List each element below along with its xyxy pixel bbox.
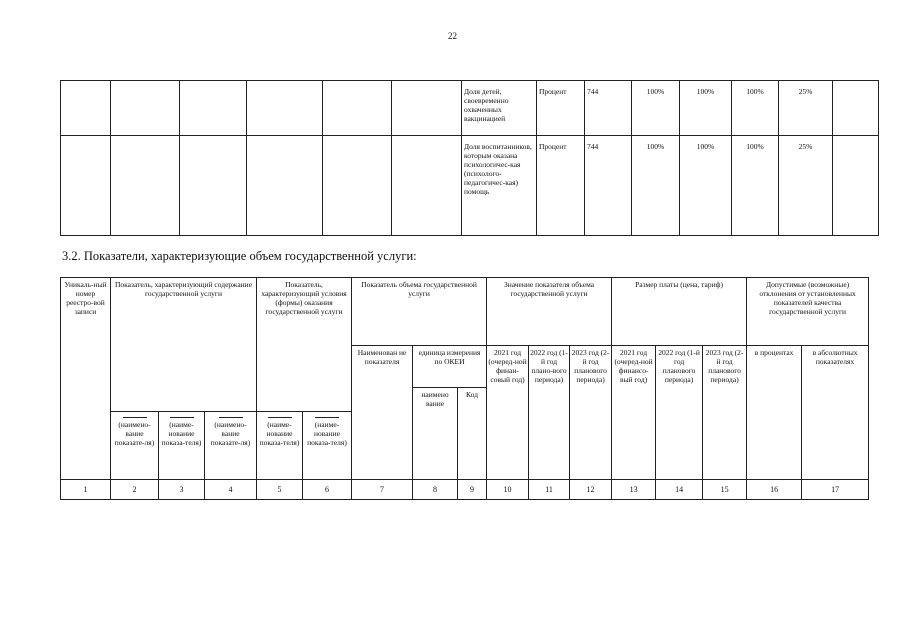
header-deviations: Допустимые (возможные) отклонения от установленных показателей качества государственной услуги: [747, 278, 869, 346]
value-cell: 100%: [732, 136, 779, 236]
value-cell: 100%: [680, 136, 732, 236]
column-number: 11: [529, 480, 570, 500]
column-number: 13: [612, 480, 656, 500]
section-heading: 3.2. Показатели, характеризующие объем государственной услуги:: [62, 249, 417, 263]
value-cell: 100%: [732, 81, 779, 136]
header-value-2022: 2022 год (1-й год плано-вого периода): [529, 346, 570, 480]
value-cell: 100%: [680, 81, 732, 136]
column-number: 9: [458, 480, 487, 500]
header-subname-4: (наимено-вание показате-ля): [205, 412, 257, 480]
header-dev-absolute: в абсолютных показателях: [802, 346, 869, 480]
column-number: 4: [205, 480, 257, 500]
header-content-indicator: Показатель, характеризующий содержание государственной услуги: [111, 278, 257, 412]
column-number: 5: [257, 480, 303, 500]
indicator-name-cell: Доля детей, своевременно охваченных вакцинацией: [462, 81, 537, 136]
header-volume-indicator: Показатель объема государственной услуги: [352, 278, 487, 346]
unit-cell: Процент: [537, 81, 585, 136]
table-row: [61, 81, 879, 136]
column-numbers-row: [61, 480, 869, 500]
deviation-cell: 25%: [779, 136, 833, 236]
column-number: 1: [61, 480, 111, 500]
value-cell: 100%: [632, 81, 680, 136]
code-cell: 744: [585, 81, 632, 136]
header-dev-percent: в процентах: [747, 346, 802, 480]
header-okei-code: Код: [458, 388, 487, 480]
header-okei-name: наимено вание: [413, 388, 458, 480]
column-number: 7: [352, 480, 413, 500]
column-number: 3: [159, 480, 205, 500]
column-number: 15: [703, 480, 747, 500]
deviation-cell: 25%: [779, 81, 833, 136]
header-subname-3: (наиме-нование показа-теля): [159, 412, 205, 480]
blank-line: [219, 417, 243, 418]
header-subname-2: (наимено-вание показате-ля): [111, 412, 159, 480]
header-fee: Размер платы (цена, тариф): [612, 278, 747, 346]
column-number: 16: [747, 480, 802, 500]
column-number: 10: [487, 480, 529, 500]
indicator-name-cell: Доля воспитанников, которым оказана психологичес-кая (психолого-педагогичес-кая) помощь: [462, 136, 537, 236]
header-fee-2023: 2023 год (2-й год планового периода): [703, 346, 747, 480]
value-cell: 100%: [632, 136, 680, 236]
table-header-row: [61, 278, 869, 346]
column-number: 8: [413, 480, 458, 500]
header-value-2021: 2021 год (очеред-ной финан-совый год): [487, 346, 529, 480]
header-volume-value: Значение показателя объема государственной услуги: [487, 278, 612, 346]
unit-cell: Процент: [537, 136, 585, 236]
blank-line: [170, 417, 194, 418]
header-conditions-indicator: Показатель, характеризующий условия (формы) оказания государственной услуги: [257, 278, 352, 412]
column-number: 14: [656, 480, 703, 500]
header-okei-unit: единица измерения по ОКЕИ: [413, 346, 487, 388]
table-row: [61, 136, 879, 236]
page-number: 22: [448, 31, 457, 41]
quality-indicators-table-continued: [60, 80, 879, 236]
header-fee-2021: 2021 год (очеред-ной финансо-вый год): [612, 346, 656, 480]
column-number: 2: [111, 480, 159, 500]
header-value-2023: 2023 год (2-й год планового периода): [570, 346, 612, 480]
header-subname-6: (наиме-нование показа-теля): [303, 412, 352, 480]
column-number: 6: [303, 480, 352, 500]
header-fee-2022: 2022 год (1-й год планового периода): [656, 346, 703, 480]
blank-line: [123, 417, 147, 418]
column-number: 17: [802, 480, 869, 500]
header-subname-5: (наиме-нование показа-теля): [257, 412, 303, 480]
column-number: 12: [570, 480, 612, 500]
blank-line: [268, 417, 292, 418]
header-indicator-name: Наименован ие показателя: [352, 346, 413, 480]
code-cell: 744: [585, 136, 632, 236]
blank-line: [315, 417, 339, 418]
header-registry-number: Уникаль-ный номер реестро-вой записи: [61, 278, 111, 480]
volume-indicators-table: [60, 277, 869, 500]
